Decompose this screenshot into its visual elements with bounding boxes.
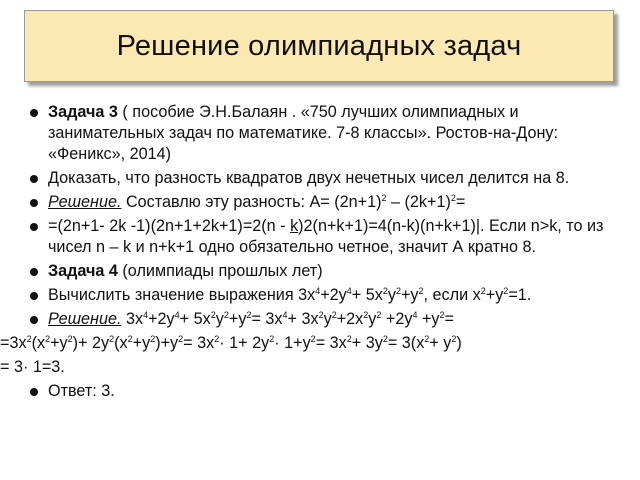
slide-content — [0, 102, 632, 405]
exponent: 2 — [246, 310, 252, 320]
text: = 3(x — [387, 334, 425, 352]
text: + 5x — [179, 310, 211, 328]
bullet-task3 — [26, 102, 632, 165]
exponent: 2 — [45, 334, 51, 344]
text: · 1+y — [274, 334, 311, 352]
exponent: 2 — [450, 193, 456, 203]
exponent: 2 — [214, 334, 220, 344]
result-line: = 3· 1=3. — [0, 358, 65, 376]
exponent: 2 — [150, 334, 156, 344]
text: y — [387, 286, 396, 304]
text: +2x — [336, 310, 364, 328]
task4-label: Задача 4 — [48, 262, 118, 280]
slide-title: Решение олимпиадных задач — [116, 29, 522, 62]
bullet-task3-statement — [26, 168, 632, 189]
bullet-task4-solution — [26, 309, 632, 330]
bullet-task4 — [26, 261, 632, 282]
bullet-task4-statement — [26, 285, 632, 306]
exponent: 4 — [346, 286, 352, 296]
derivation-text: =(2n+1- 2k -1)(2n+1+2k+1)=2(n - — [48, 217, 291, 235]
text: +y — [132, 334, 151, 352]
derivation-text: )2(n+k+1)=4(n-k)(n+k+1)|. Если n>k, то из чисел n – k и n+k+1 одно обязательно четное, значит А кратно 8. — [48, 217, 604, 256]
text: )+ 2y — [72, 334, 110, 352]
exponent: 2 — [318, 310, 324, 320]
exponent: 2 — [178, 334, 184, 344]
answer-text: Ответ: 3. — [48, 382, 115, 400]
text: y — [215, 310, 224, 328]
text: ) — [456, 334, 462, 352]
exponent: 4 — [282, 310, 288, 320]
task3-statement: Доказать, что разность квадратов двух нечетных чисел делится на 8. — [48, 169, 570, 187]
exponent: 4 — [174, 310, 180, 320]
exponent: 2 — [480, 286, 486, 296]
solution-label: Решение. — [48, 310, 122, 328]
text: =1. — [508, 286, 532, 304]
text: + 3y — [351, 334, 383, 352]
text: , если x — [423, 286, 481, 304]
text: +y — [228, 310, 247, 328]
text: = 3x — [183, 334, 215, 352]
exponent: 4 — [412, 310, 418, 320]
text: + 5x — [351, 286, 383, 304]
solution-text: = — [455, 193, 466, 211]
solution-label: Решение. — [48, 193, 122, 211]
title-box — [24, 10, 614, 82]
exponent: 2 — [439, 310, 445, 320]
exponent: 2 — [127, 334, 133, 344]
text: (x — [114, 334, 128, 352]
exponent: 2 — [503, 286, 509, 296]
exponent: 2 — [424, 334, 430, 344]
text: +2y — [148, 310, 175, 328]
task3-label: Задача 3 — [48, 103, 118, 121]
exponent: 2 — [210, 310, 216, 320]
text: +y — [400, 286, 419, 304]
exponent: 2 — [451, 334, 457, 344]
exponent: 2 — [67, 334, 73, 344]
exponent: 2 — [382, 334, 388, 344]
task3-source: ( пособие Э.Н.Балаян . «750 лучших олимпиадных и занимательных задач по математике. 7-8 классы». Ростов-на-Дону: «Феникс», 2014) — [48, 103, 558, 163]
text: y — [323, 310, 332, 328]
exponent: 2 — [109, 334, 115, 344]
text: =3x — [0, 334, 27, 352]
text: = 3x — [315, 334, 347, 352]
text: +y — [485, 286, 504, 304]
text: + y — [429, 334, 452, 352]
text: y — [368, 310, 377, 328]
text: = — [444, 310, 454, 328]
exponent: 2 — [382, 286, 388, 296]
continuation-line-2 — [0, 357, 632, 378]
text: +y — [50, 334, 68, 352]
solution-text: Составлю эту разность: А= (2n+1) — [121, 193, 382, 211]
bullet-task3-solution — [26, 192, 632, 213]
task4-source: (олимпиады прошлых лет) — [117, 262, 323, 280]
text: (x — [31, 334, 46, 352]
exponent: 4 — [143, 310, 149, 320]
text: · 1+ 2y — [219, 334, 270, 352]
text: 3x — [121, 310, 144, 328]
exponent: 2 — [331, 310, 337, 320]
exponent: 4 — [315, 286, 321, 296]
text: +2y — [381, 310, 413, 328]
exponent: 2 — [381, 193, 387, 203]
exponent: 2 — [223, 310, 229, 320]
derivation-underlined: k — [290, 217, 299, 235]
continuation-line-1 — [0, 333, 632, 354]
text: +2y — [320, 286, 347, 304]
exponent: 2 — [363, 310, 369, 320]
text: + 3x — [287, 310, 319, 328]
exponent: 2 — [269, 334, 275, 344]
exponent: 2 — [376, 310, 382, 320]
exponent: 2 — [395, 286, 401, 296]
solution-text: – (2k+1) — [386, 193, 451, 211]
exponent: 2 — [346, 334, 352, 344]
exponent: 2 — [310, 334, 316, 344]
exponent: 2 — [418, 286, 424, 296]
text: = 3x — [251, 310, 283, 328]
text: +y — [417, 310, 440, 328]
text: Вычислить значение выражения 3x — [48, 286, 316, 304]
bullet-answer — [26, 381, 632, 402]
text: )+y — [155, 334, 179, 352]
exponent: 2 — [26, 334, 32, 344]
bullet-task3-derivation — [26, 216, 632, 258]
